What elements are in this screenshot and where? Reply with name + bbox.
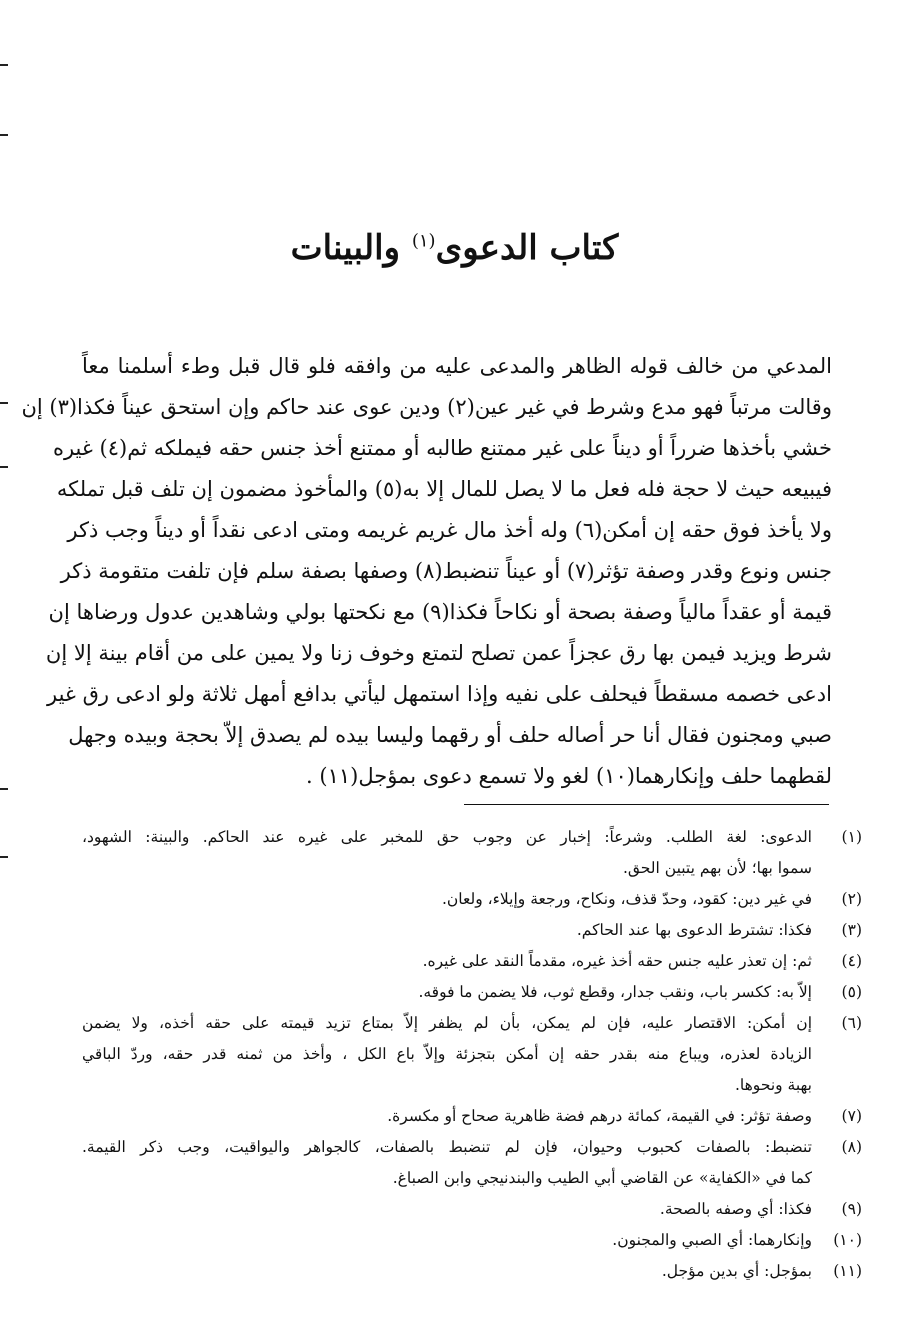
- chapter-title-main: كتاب الدعوى: [435, 228, 619, 268]
- chapter-title-tail: والبينات: [290, 228, 412, 268]
- footnote-number: (١١): [833, 1262, 862, 1280]
- text-line: ادعى خصمه مسقطاً فيحلف على نفيه وإذا استمهل ليأتي بدافع أمهل ثلاثة ولو ادعى رق غير: [47, 682, 832, 706]
- footnote-line: الدعوى: لغة الطلب. وشرعاً: إخبار عن وجوب حق للمخبر على غيره عند الحاكم. والبينة: الشهود،: [82, 828, 812, 846]
- footnote-number: (٢): [841, 890, 862, 908]
- footnote-text: [82, 1132, 812, 1194]
- main-text: [21, 346, 832, 797]
- footnote-line: في غير دين: كقود، وحدّ قذف، ونكاح، ورجعة وإيلاء، ولعان.: [442, 890, 812, 908]
- footnote-text: [82, 1101, 812, 1132]
- footnote-number: (١٠): [833, 1231, 862, 1249]
- margin-tick: [0, 134, 8, 136]
- footnote-line: تنضبط: بالصفات كحبوب وحيوان، فإن لم تنضبط بالصفات، كالجواهر واليواقيت، وجب ذكر القيمة.: [82, 1138, 812, 1156]
- margin-tick: [0, 466, 8, 468]
- footnote-separator: [464, 804, 829, 805]
- text-line: المدعي من خالف قوله الظاهر والمدعى عليه من وافقه فلو قال قبل وطء أسلمنا معاً: [82, 354, 832, 378]
- footnote-number: (٧): [841, 1107, 862, 1125]
- footnote: [82, 1132, 862, 1194]
- footnote-line: إلاّ به: ككسر باب، ونقب جدار، وقطع ثوب، فلا يضمن ما فوقه.: [418, 983, 812, 1001]
- footnote-text: [82, 977, 812, 1008]
- footnote-text: [82, 822, 812, 884]
- margin-tick: [0, 402, 8, 404]
- chapter-title-footnote-ref: (١): [411, 230, 436, 252]
- footnote-text: [82, 1194, 812, 1225]
- chapter-title: [0, 228, 909, 268]
- footnote-number: (٥): [841, 983, 862, 1001]
- text-line: ولا يأخذ فوق حقه إن أمكن(٦) وله أخذ مال غريم غريمه ومتى ادعى نقداً أو ديناً وجب ذكر: [67, 518, 832, 542]
- footnote-text: [82, 1225, 812, 1256]
- footnote-line: فكذا: أي وصفه بالصحة.: [659, 1200, 812, 1218]
- footnote-number: (٦): [841, 1014, 862, 1032]
- footnote-text: [82, 1008, 812, 1101]
- text-line: صبي ومجنون فقال أنا حر أصاله حلف أو رقهما وليسا بيده لم يصدق إلاّ بحجة وبيده وجهل: [68, 723, 832, 747]
- footnote-line: ثم: إن تعذر عليه جنس حقه أخذ غيره، مقدماً النقد على غيره.: [422, 952, 812, 970]
- footnote: [82, 1008, 862, 1101]
- text-line: فيبيعه حيث لا حجة فله فعل ما لا يصل للمال إلا به(٥) والمأخوذ مضمون إن تلف قبل تملكه: [56, 477, 832, 501]
- footnote-number: (٩): [841, 1200, 862, 1218]
- text-line: قيمة أو عقداً مالياً وصفة بصحة أو نكاحاً فكذا(٩) مع نكحتها بولي وشاهدين عدول ورضاها إن: [48, 600, 832, 624]
- text-line: لقطهما حلف وإنكارهما(١٠) لغو ولا تسمع دعوى بمؤجل(١١) .: [306, 764, 832, 788]
- footnote: [82, 915, 862, 946]
- footnote-line: إن أمكن: الاقتصار عليه، فإن لم يمكن، بأن لم يظفر إلاّ بمتاع تزيد قيمته على حقه أخذه، ولا يضمن: [82, 1014, 812, 1032]
- margin-tick: [0, 856, 8, 858]
- footnote-line: كما في «الكفاية» عن القاضي أبي الطيب والبندنيجي وابن الصباغ.: [392, 1169, 812, 1187]
- footnote-line: بمؤجل: أي بدين مؤجل.: [661, 1262, 812, 1280]
- footnote: [82, 1256, 862, 1287]
- footnote-text: [82, 915, 812, 946]
- footnote-line: الزيادة لعذره، ويباع منه بقدر حقه إن أمكن بتجزئة وإلاّ باع الكل ، وأخذ من ثمنه قدر حقه، وردّ الباقي: [82, 1045, 812, 1063]
- footnote-line: بهبة ونحوها.: [734, 1076, 812, 1094]
- footnote: [82, 1194, 862, 1225]
- footnote-number: (٤): [841, 952, 862, 970]
- text-line: خشي بأخذها ضرراً أو ديناً على غير ممتنع طالبه أو ممتنع أخذ جنس حقه فيملكه ثم(٤) غيره: [52, 436, 832, 460]
- footnote: [82, 822, 862, 884]
- margin-tick: [0, 788, 8, 790]
- text-line: جنس ونوع وقدر وصفة تؤثر(٧) أو عيناً تنضبط(٨) وصفها بصفة سلم فإن تلفت متقومة ذكر: [60, 559, 832, 583]
- footnote: [82, 884, 862, 915]
- footnotes: [82, 822, 862, 1287]
- margin-tick: [0, 64, 8, 66]
- footnote-number: (٨): [841, 1138, 862, 1156]
- footnote: [82, 1225, 862, 1256]
- footnote: [82, 946, 862, 977]
- footnote-text: [82, 946, 812, 977]
- footnote: [82, 977, 862, 1008]
- footnote-line: فكذا: تشترط الدعوى بها عند الحاكم.: [576, 921, 812, 939]
- footnote-line: سموا بها؛ لأن بهم يتبين الحق.: [622, 859, 812, 877]
- footnote-line: وصفة تؤثر: في القيمة، كمائة درهم فضة ظاهرية صحاح أو مكسرة.: [387, 1107, 812, 1125]
- footnote-line: وإنكارهما: أي الصبي والمجنون.: [612, 1231, 812, 1249]
- footnote-text: [82, 1256, 812, 1287]
- text-line: وقالت مرتباً فهو مدع وشرط في غير عين(٢) ودين عوى عند حاكم وإن استحق عيناً فكذا(٣) إن: [21, 395, 832, 419]
- footnote-text: [82, 884, 812, 915]
- footnote-number: (٣): [841, 921, 862, 939]
- text-line: شرط ويزيد فيمن بها رق عجزاً عمن تصلح لتمتع وخوف زنا ولا يمين على من أقام بينة إلا إن: [45, 641, 832, 665]
- footnote-number: (١): [841, 828, 862, 846]
- footnote: [82, 1101, 862, 1132]
